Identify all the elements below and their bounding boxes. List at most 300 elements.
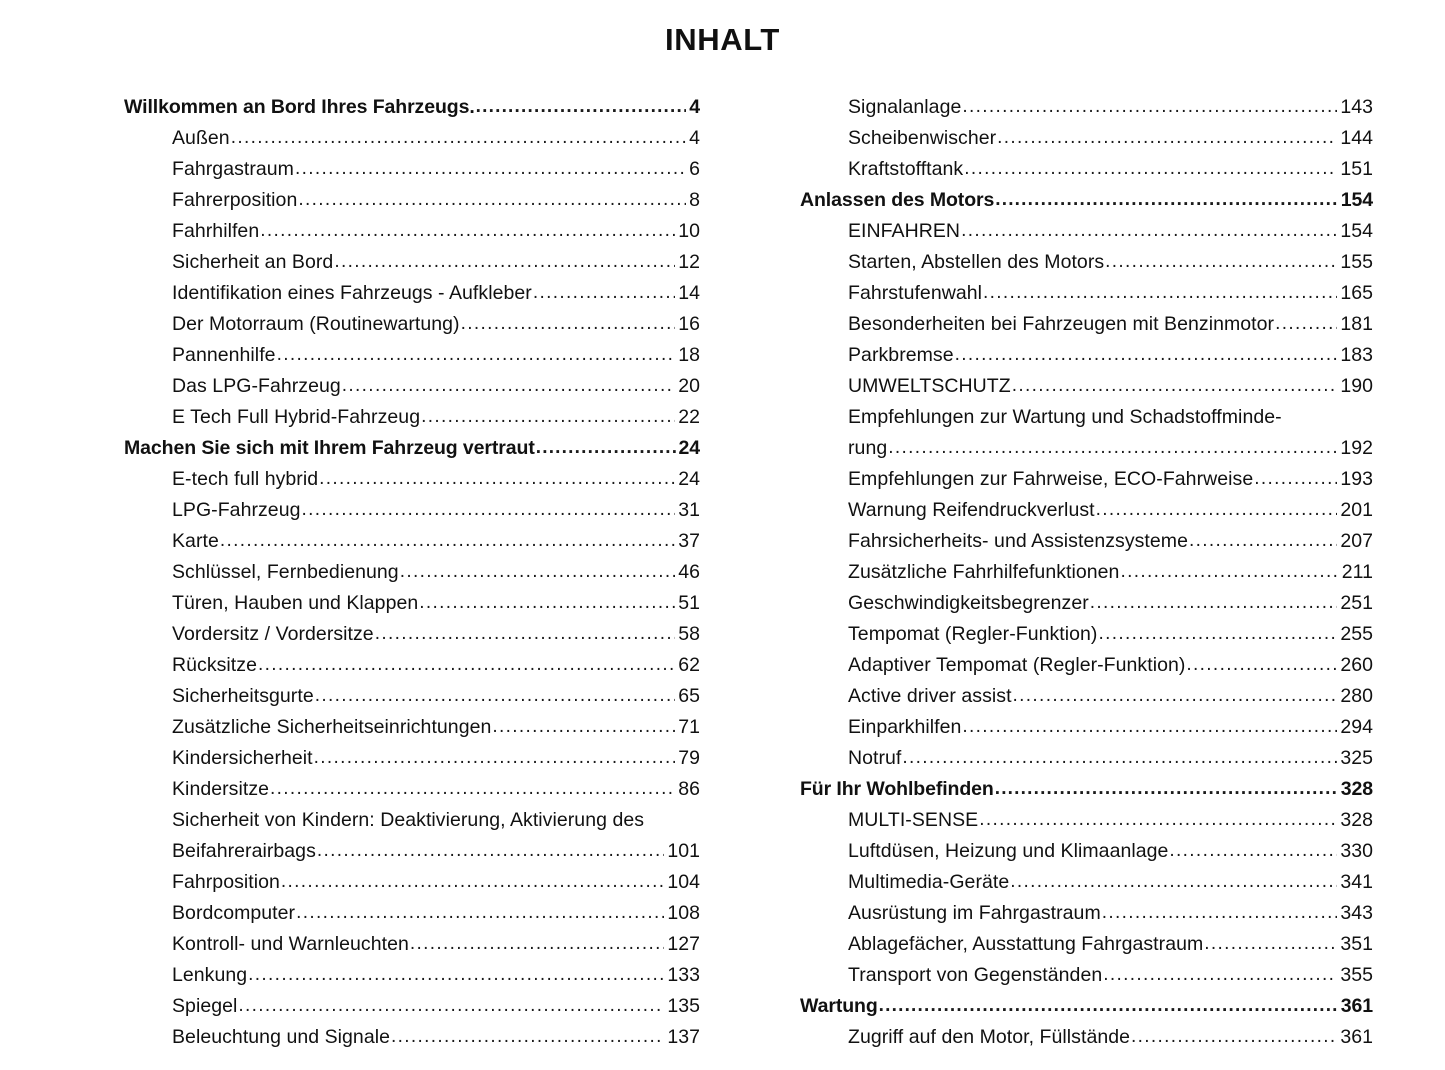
toc-page-number: 135	[667, 995, 700, 1017]
toc-entry-row	[172, 278, 700, 309]
toc-entry-label: Vordersitz / Vordersitze	[172, 623, 374, 645]
toc-section-entry[interactable]	[800, 588, 1373, 619]
toc-entry-row	[848, 464, 1373, 495]
toc-entry-label: Kontroll- und Warnleuchten	[172, 933, 409, 955]
toc-entry-row	[172, 867, 700, 898]
toc-section-entry[interactable]	[124, 898, 700, 929]
toc-leader-dots	[421, 401, 675, 432]
toc-page-number: 10	[678, 220, 700, 242]
toc-section-entry[interactable]	[124, 464, 700, 495]
toc-entry-row	[800, 185, 1373, 216]
toc-section-entry[interactable]	[124, 681, 700, 712]
toc-page-number: 154	[1340, 220, 1373, 242]
toc-page-number: 133	[667, 964, 700, 986]
toc-section-entry[interactable]	[124, 278, 700, 309]
toc-section-entry[interactable]	[800, 619, 1373, 650]
toc-section-entry[interactable]	[124, 185, 700, 216]
toc-section-entry[interactable]	[124, 588, 700, 619]
toc-entry-label: Kindersitze	[172, 778, 270, 800]
toc-page-number: 325	[1340, 747, 1373, 769]
toc-page-number: 24	[678, 437, 700, 459]
toc-leader-dots	[979, 804, 1337, 835]
toc-leader-dots	[1090, 587, 1338, 618]
page-title: INHALT	[665, 22, 780, 57]
toc-entry-row	[172, 557, 700, 588]
toc-entry-label: Fahrstufenwahl	[848, 282, 983, 304]
toc-page-number: 181	[1340, 313, 1373, 335]
toc-page-number: 62	[678, 654, 700, 676]
toc-leader-dots	[997, 122, 1337, 153]
toc-entry-row	[848, 929, 1373, 960]
toc-section-entry[interactable]	[124, 123, 700, 154]
toc-section-entry[interactable]	[800, 92, 1373, 123]
toc-entry-row	[848, 371, 1373, 402]
toc-page-number: 104	[667, 871, 700, 893]
toc-section-entry[interactable]	[800, 309, 1373, 340]
toc-section-entry[interactable]	[800, 929, 1373, 960]
toc-entry-row	[848, 712, 1373, 743]
toc-column-right	[722, 92, 1445, 1053]
toc-section-entry[interactable]	[800, 960, 1373, 991]
toc-leader-dots	[277, 339, 676, 370]
toc-entry-label: E-tech full hybrid	[172, 468, 319, 490]
toc-page-number: 330	[1340, 840, 1373, 862]
toc-leader-dots	[1103, 959, 1337, 990]
toc-entry-label: LPG-Fahrzeug	[172, 499, 301, 521]
toc-leader-dots	[492, 711, 675, 742]
toc-section-entry[interactable]	[124, 340, 700, 371]
toc-page-number: 6	[689, 158, 700, 180]
toc-entry-row	[172, 712, 700, 743]
toc-entry-row	[800, 774, 1373, 805]
toc-section-entry[interactable]	[124, 619, 700, 650]
toc-page-number: 86	[678, 778, 700, 800]
toc-entry-label: Tempomat (Regler-Funktion)	[848, 623, 1098, 645]
toc-page-number: 37	[678, 530, 700, 552]
toc-leader-dots	[419, 587, 675, 618]
toc-leader-dots	[258, 649, 675, 680]
toc-entry-label: Starten, Abstellen des Motors	[848, 251, 1105, 273]
toc-entry-row	[848, 154, 1373, 185]
toc-section-entry[interactable]	[124, 774, 700, 805]
toc-section-entry[interactable]	[124, 216, 700, 247]
toc-entry-row	[848, 433, 1373, 464]
toc-leader-dots	[220, 525, 675, 556]
toc-leader-dots	[238, 990, 664, 1021]
toc-leader-dots	[1010, 866, 1337, 897]
toc-entry-label: Transport von Gegenständen	[848, 964, 1103, 986]
toc-entry-row	[172, 774, 700, 805]
toc-page-number: 20	[678, 375, 700, 397]
toc-list-left	[124, 92, 700, 1053]
toc-page-number: 22	[678, 406, 700, 428]
toc-entry-label: Fahrerposition	[172, 189, 298, 211]
toc-section-entry[interactable]	[124, 743, 700, 774]
toc-entry-row	[848, 216, 1373, 247]
toc-leader-dots	[281, 866, 664, 897]
toc-section-entry[interactable]	[800, 836, 1373, 867]
toc-entry-row	[800, 991, 1373, 1022]
toc-entry-label: Fahrposition	[172, 871, 280, 893]
toc-entry-label: Adaptiver Tempomat (Regler-Funktion)	[848, 654, 1186, 676]
toc-page-number: 251	[1340, 592, 1373, 614]
toc-leader-dots	[410, 928, 664, 959]
toc-entry-row	[172, 898, 700, 929]
toc-section-entry[interactable]	[124, 805, 700, 867]
toc-page-number: 355	[1340, 964, 1373, 986]
toc-entry-row	[172, 309, 700, 340]
toc-leader-dots	[1186, 649, 1337, 680]
toc-leader-dots	[962, 91, 1337, 122]
toc-entry-row	[172, 743, 700, 774]
toc-section-entry[interactable]	[124, 929, 700, 960]
toc-entry-label: Kraftstofftank	[848, 158, 964, 180]
toc-entry-row	[172, 154, 700, 185]
toc-section-entry[interactable]	[124, 402, 700, 433]
toc-section-entry[interactable]	[800, 278, 1373, 309]
toc-entry-label: Machen Sie sich mit Ihrem Fahrzeug vertraut	[124, 437, 535, 459]
toc-leader-dots	[391, 1021, 664, 1052]
toc-entry-label: Notruf	[848, 747, 902, 769]
toc-leader-dots	[314, 742, 676, 773]
toc-entry-row	[848, 867, 1373, 898]
toc-page-number: 127	[667, 933, 700, 955]
toc-leader-dots	[231, 122, 686, 153]
toc-leader-dots	[1275, 308, 1337, 339]
toc-entry-row	[848, 743, 1373, 774]
toc-page-number: 154	[1340, 189, 1373, 211]
toc-page-number: 51	[678, 592, 700, 614]
toc-entry-row	[172, 495, 700, 526]
toc-page-number: 343	[1340, 902, 1373, 924]
toc-entry-row	[848, 278, 1373, 309]
toc-entry-row	[848, 495, 1373, 526]
toc-leader-dots	[248, 959, 664, 990]
toc-entry-row	[848, 557, 1373, 588]
toc-chapter-entry[interactable]	[800, 185, 1373, 216]
toc-page-number: 155	[1340, 251, 1373, 273]
toc-section-entry[interactable]	[124, 712, 700, 743]
toc-entry-label: UMWELTSCHUTZ	[848, 375, 1011, 397]
toc-entry-row	[172, 619, 700, 650]
toc-entry-row	[124, 433, 700, 464]
toc-page-number: 144	[1340, 127, 1373, 149]
toc-column-left	[0, 92, 722, 1053]
toc-entry-row	[172, 681, 700, 712]
toc-page-number: 183	[1340, 344, 1373, 366]
toc-section-entry[interactable]	[800, 154, 1373, 185]
toc-entry-label: Türen, Hauben und Klappen	[172, 592, 419, 614]
toc-page-number: 79	[678, 747, 700, 769]
toc-page-number: 4	[689, 127, 700, 149]
toc-entry-label: Signalanlage	[848, 96, 962, 118]
toc-entry-row	[124, 92, 700, 123]
toc-section-entry[interactable]	[800, 898, 1373, 929]
toc-leader-dots	[1098, 618, 1337, 649]
toc-entry-label: Sicherheitsgurte	[172, 685, 314, 707]
toc-entry-label: Pannenhilfe	[172, 344, 276, 366]
toc-leader-dots	[983, 277, 1337, 308]
toc-page-number: 58	[678, 623, 700, 645]
toc-entry-row	[172, 588, 700, 619]
toc-entry-row	[848, 588, 1373, 619]
toc-page-number: 280	[1340, 685, 1373, 707]
toc-entry-label: Anlassen des Motors	[800, 189, 995, 211]
toc-entry-row	[172, 1022, 700, 1053]
toc-entry-row	[172, 526, 700, 557]
toc-leader-dots	[302, 494, 676, 525]
toc-entry-label: Einparkhilfen	[848, 716, 962, 738]
toc-leader-dots	[400, 556, 676, 587]
toc-section-entry[interactable]	[124, 247, 700, 278]
toc-section-entry[interactable]	[124, 371, 700, 402]
toc-leader-dots	[375, 618, 676, 649]
toc-leader-dots	[536, 432, 676, 463]
toc-chapter-entry[interactable]	[124, 92, 700, 123]
toc-leader-dots	[964, 153, 1337, 184]
toc-leader-dots	[317, 835, 664, 866]
toc-section-entry[interactable]	[124, 991, 700, 1022]
toc-section-entry[interactable]	[800, 526, 1373, 557]
toc-entry-row	[848, 1022, 1373, 1053]
toc-chapter-entry[interactable]	[800, 991, 1373, 1022]
toc-leader-dots	[1096, 494, 1338, 525]
toc-chapter-entry[interactable]	[124, 433, 700, 464]
toc-section-entry[interactable]	[124, 154, 700, 185]
toc-entry-row	[172, 991, 700, 1022]
toc-entry-label: Besonderheiten bei Fahrzeugen mit Benzinmotor	[848, 313, 1275, 335]
toc-entry-label: Lenkung	[172, 964, 248, 986]
toc-entry-row	[848, 92, 1373, 123]
toc-entry-row	[172, 464, 700, 495]
toc-leader-dots	[1120, 556, 1338, 587]
toc-entry-label: Ablagefächer, Ausstattung Fahrgastraum	[848, 933, 1204, 955]
toc-entry-label: Das LPG-Fahrzeug	[172, 375, 341, 397]
toc-entry-row	[172, 123, 700, 154]
toc-list-right	[800, 92, 1373, 1053]
toc-section-entry[interactable]	[800, 557, 1373, 588]
toc-entry-row	[172, 371, 700, 402]
toc-entry-label: Zusätzliche Fahrhilfefunktionen	[848, 561, 1120, 583]
toc-entry-label: Rücksitze	[172, 654, 257, 676]
toc-entry-row	[172, 402, 700, 433]
toc-entry-label: Luftdüsen, Heizung und Klimaanlage	[848, 840, 1169, 862]
toc-leader-dots	[296, 897, 664, 928]
toc-entry-label: Sicherheit an Bord	[172, 251, 334, 273]
toc-entry-row	[848, 898, 1373, 929]
toc-section-entry[interactable]	[124, 495, 700, 526]
toc-entry-row	[848, 526, 1373, 557]
toc-leader-dots	[962, 711, 1337, 742]
toc-entry-label: Empfehlungen zur Fahrweise, ECO-Fahrweise	[848, 468, 1254, 490]
toc-page-number: 201	[1340, 499, 1373, 521]
toc-leader-dots	[1102, 897, 1338, 928]
toc-page-number: 328	[1340, 778, 1373, 800]
toc-page-number: 260	[1340, 654, 1373, 676]
toc-leader-dots	[533, 277, 675, 308]
toc-entry-label: MULTI-SENSE	[848, 809, 979, 831]
toc-entry-label: Active driver assist	[848, 685, 1012, 707]
toc-section-entry[interactable]	[800, 464, 1373, 495]
toc-entry-label: EINFAHREN	[848, 220, 961, 242]
toc-page-number: 361	[1340, 1026, 1373, 1048]
toc-leader-dots	[995, 773, 1338, 804]
toc-entry-label: Der Motorraum (Routinewartung)	[172, 313, 460, 335]
toc-page-number: 8	[689, 189, 700, 211]
toc-leader-dots	[961, 215, 1337, 246]
toc-page-number: 18	[678, 344, 700, 366]
toc-entry-row	[172, 836, 700, 867]
toc-entry-label: Willkommen an Bord Ihres Fahrzeugs.	[124, 96, 475, 118]
toc-entry-label: Fahrhilfen	[172, 220, 260, 242]
toc-page-number: 108	[667, 902, 700, 924]
toc-page-number: 193	[1340, 468, 1373, 490]
toc-page-number: 351	[1340, 933, 1373, 955]
toc-entry-row	[172, 247, 700, 278]
toc-leader-dots	[1254, 463, 1337, 494]
toc-entry-row	[172, 650, 700, 681]
toc-entry-row	[848, 247, 1373, 278]
toc-page-number: 12	[678, 251, 700, 273]
toc-leader-dots	[955, 339, 1338, 370]
toc-leader-dots	[902, 742, 1337, 773]
toc-leader-dots	[995, 184, 1338, 215]
toc-section-entry[interactable]	[800, 650, 1373, 681]
toc-leader-dots	[879, 990, 1338, 1021]
toc-entry-label: Scheibenwischer	[848, 127, 997, 149]
toc-section-entry[interactable]	[800, 743, 1373, 774]
toc-entry-label: Identifikation eines Fahrzeugs - Aufkleber	[172, 282, 532, 304]
toc-leader-dots	[1012, 370, 1338, 401]
toc-entry-label: Warnung Reifendruckverlust	[848, 499, 1095, 521]
toc-page-number: 255	[1340, 623, 1373, 645]
toc-entry-label: Für Ihr Wohlbefinden	[800, 778, 994, 800]
toc-entry-label: Wartung	[800, 995, 878, 1017]
toc-page-number: 71	[678, 716, 700, 738]
toc-section-entry[interactable]	[800, 805, 1373, 836]
toc-section-entry[interactable]	[800, 123, 1373, 154]
toc-entry-row	[172, 216, 700, 247]
toc-entry-label: Außen	[172, 127, 230, 149]
toc-entry-row	[848, 619, 1373, 650]
toc-leader-dots	[1189, 525, 1337, 556]
toc-section-entry[interactable]	[800, 340, 1373, 371]
toc-entry-row	[848, 681, 1373, 712]
toc-entry-row	[848, 960, 1373, 991]
toc-page-number: 151	[1340, 158, 1373, 180]
toc-section-entry[interactable]	[124, 960, 700, 991]
toc-section-entry[interactable]	[124, 557, 700, 588]
toc-section-entry[interactable]	[124, 1022, 700, 1053]
toc-page-number: 294	[1340, 716, 1373, 738]
toc-leader-dots	[1013, 680, 1338, 711]
toc-entry-row	[848, 123, 1373, 154]
toc-page-number: 101	[667, 840, 700, 862]
toc-entry-label: Kindersicherheit	[172, 747, 313, 769]
toc-page-number: 165	[1340, 282, 1373, 304]
toc-entry-label: rung	[848, 437, 888, 459]
toc-leader-dots	[298, 184, 686, 215]
toc-section-entry[interactable]	[800, 371, 1373, 402]
toc-leader-dots	[888, 432, 1337, 463]
toc-entry-label: Spiegel	[172, 995, 238, 1017]
toc-page-number: 207	[1340, 530, 1373, 552]
toc-leader-dots	[260, 215, 675, 246]
toc-section-entry[interactable]	[800, 402, 1373, 464]
toc-entry-label: Parkbremse	[848, 344, 954, 366]
toc-entry-label: Multimedia-Geräte	[848, 871, 1010, 893]
toc-entry-row	[848, 309, 1373, 340]
toc-section-entry[interactable]	[800, 247, 1373, 278]
toc-entry-row	[172, 929, 700, 960]
toc-page-number: 143	[1340, 96, 1373, 118]
toc-entry-label: Bordcomputer	[172, 902, 296, 924]
toc-page-number: 16	[678, 313, 700, 335]
toc-page-number: 211	[1341, 561, 1373, 583]
toc-page-number: 4	[689, 96, 700, 118]
toc-section-entry[interactable]	[800, 1022, 1373, 1053]
toc-page-number: 65	[678, 685, 700, 707]
toc-leader-dots	[1204, 928, 1337, 959]
toc-leader-dots	[270, 773, 675, 804]
toc-page-number: 341	[1340, 871, 1373, 893]
toc-chapter-entry[interactable]	[800, 774, 1373, 805]
toc-entry-label: Ausrüstung im Fahrgastraum	[848, 902, 1101, 924]
toc-section-entry[interactable]	[124, 309, 700, 340]
toc-leader-dots	[342, 370, 675, 401]
toc-section-entry[interactable]	[800, 495, 1373, 526]
toc-entry-label: Fahrgastraum	[172, 158, 294, 180]
toc-section-entry[interactable]	[124, 650, 700, 681]
toc-section-entry[interactable]	[800, 681, 1373, 712]
toc-entry-label: Geschwindigkeitsbegrenzer	[848, 592, 1089, 614]
toc-entry-label: Zugriff auf den Motor, Füllstände	[848, 1026, 1131, 1048]
toc-leader-dots	[334, 246, 675, 277]
toc-page-number: 46	[678, 561, 700, 583]
toc-page-number: 361	[1340, 995, 1373, 1017]
toc-section-entry[interactable]	[124, 526, 700, 557]
toc-section-entry[interactable]	[800, 216, 1373, 247]
toc-page-number: 24	[678, 468, 700, 490]
toc-entry-label-line1: Sicherheit von Kindern: Deaktivierung, Aktivierung des	[172, 809, 645, 831]
toc-page-number: 328	[1340, 809, 1373, 831]
toc-section-entry[interactable]	[800, 712, 1373, 743]
toc-page-number: 137	[667, 1026, 700, 1048]
toc-columns	[0, 92, 1445, 1053]
toc-leader-dots	[315, 680, 675, 711]
toc-leader-dots	[476, 91, 687, 122]
toc-entry-row	[172, 185, 700, 216]
toc-section-entry[interactable]	[800, 867, 1373, 898]
toc-entry-row	[172, 340, 700, 371]
toc-entry-label: Karte	[172, 530, 219, 552]
toc-entry-row	[848, 650, 1373, 681]
toc-leader-dots	[1169, 835, 1337, 866]
toc-entry-label: Fahrsicherheits- und Assistenzsysteme	[848, 530, 1188, 552]
toc-entry-label: Schlüssel, Fernbedienung	[172, 561, 399, 583]
toc-entry-row	[848, 805, 1373, 836]
toc-entry-label: Zusätzliche Sicherheitseinrichtungen	[172, 716, 492, 738]
toc-leader-dots	[1105, 246, 1337, 277]
toc-entry-row	[172, 960, 700, 991]
toc-section-entry[interactable]	[124, 867, 700, 898]
toc-page-number: 14	[678, 282, 700, 304]
toc-entry-label-line1: Empfehlungen zur Wartung und Schadstoffminde-	[848, 406, 1282, 428]
toc-leader-dots	[319, 463, 675, 494]
toc-leader-dots	[295, 153, 686, 184]
toc-entry-row	[848, 340, 1373, 371]
toc-entry-label: Beifahrerairbags	[172, 840, 316, 862]
